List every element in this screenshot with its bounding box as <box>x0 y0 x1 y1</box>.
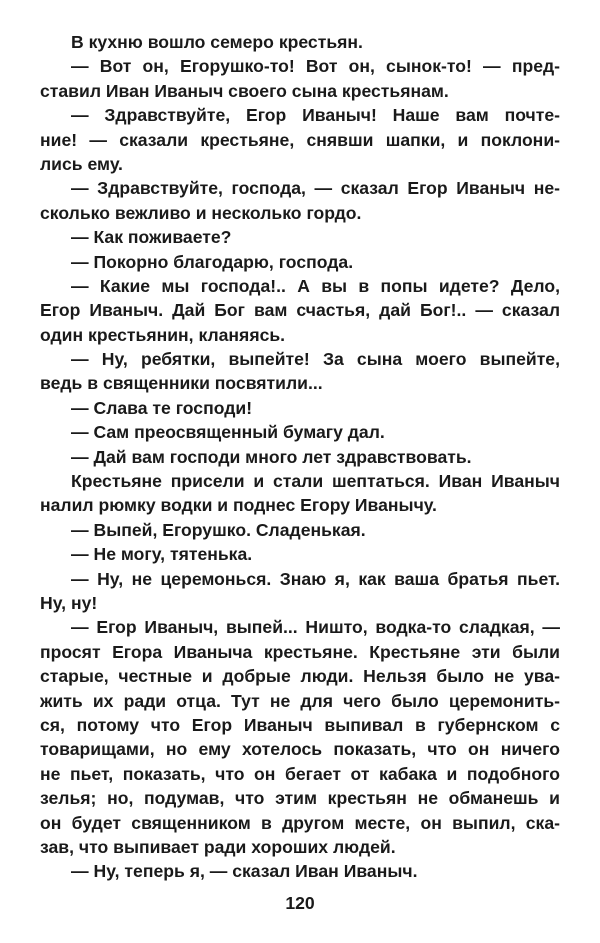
text-line: — Как поживаете? <box>71 227 232 248</box>
text-line: просят Егора Иваныча крестьяне. Крестьяне эти были <box>40 641 560 662</box>
text-line: Ну, ну! <box>40 592 98 613</box>
text-line: — Слава те господи! <box>71 397 253 418</box>
text-line: — Покорно благодарю, господа. <box>71 251 354 272</box>
text-line: В кухню вошло семеро крестьян. <box>71 32 363 52</box>
text-line: — Какие мы господа!.. А вы в попы идете? Дело, <box>71 275 560 296</box>
text-line: ставил Иван Иваныч своего сына крестьянам. <box>40 80 449 101</box>
text-line: — Ну, не церемонься. Знаю я, как ваша братья пьет. <box>71 568 560 589</box>
text-line: — Сам преосвященный бумагу дал. <box>71 422 385 443</box>
text-line: лись ему. <box>40 153 123 174</box>
text-line: — Не могу, тятенька. <box>71 544 253 565</box>
text-line: жить их ради отца. Тут не для чего было церемонить- <box>40 690 560 711</box>
text-line: один крестьянин, кланяясь. <box>40 324 286 345</box>
text-line: он будет священником в другом месте, он выпил, ска- <box>40 812 560 833</box>
text-line: — Дай вам господи много лет здравствовать. <box>71 446 472 467</box>
text-line: старые, честные и добрые люди. Нельзя было не ува- <box>40 666 560 687</box>
text-line: — Здравствуйте, Егор Иваныч! Наше вам почте- <box>71 105 560 126</box>
text-line: — Ну, теперь я, — сказал Иван Иваныч. <box>71 861 418 882</box>
page-number: 120 <box>285 893 315 913</box>
text-line: ся, потому что Егор Иваныч выпивал в губернском с <box>40 714 560 735</box>
text-line: не пьет, показать, что он бегает от кабака и подобного <box>40 763 560 784</box>
text-line: Крестьяне присели и стали шептаться. Иван Иваныч <box>71 471 560 492</box>
text-line: — Выпей, Егорушко. Сладенькая. <box>71 519 366 540</box>
text-line: — Вот он, Егорушко-то! Вот он, сынок-то! — пред- <box>71 56 560 77</box>
text-line: зав, что выпивает ради хороших людей. <box>40 836 396 857</box>
text-line: зелья; но, подумав, что этим крестьян не обманешь и <box>40 788 560 809</box>
text-line: — Здравствуйте, господа, — сказал Егор Иваныч не- <box>71 178 560 199</box>
text-line: налил рюмку водки и поднес Егору Иванычу. <box>40 495 437 516</box>
text-line: ние! — сказали крестьяне, снявши шапки, и поклони- <box>40 129 560 150</box>
text-line: товарищами, но ему хотелось показать, что он ничего <box>40 739 560 760</box>
text-line: — Ну, ребятки, выпейте! За сына моего выпейте, <box>71 349 560 370</box>
body-text <box>40 30 560 884</box>
text-line: — Егор Иваныч, выпей... Ништо, водка-то сладкая, — <box>71 617 560 638</box>
text-line: сколько вежливо и несколько гордо. <box>40 202 362 223</box>
text-line: ведь в священники посвятили... <box>40 373 323 394</box>
text-line: Егор Иваныч. Дай Бог вам счастья, дай Бог!.. — сказал <box>40 300 560 321</box>
